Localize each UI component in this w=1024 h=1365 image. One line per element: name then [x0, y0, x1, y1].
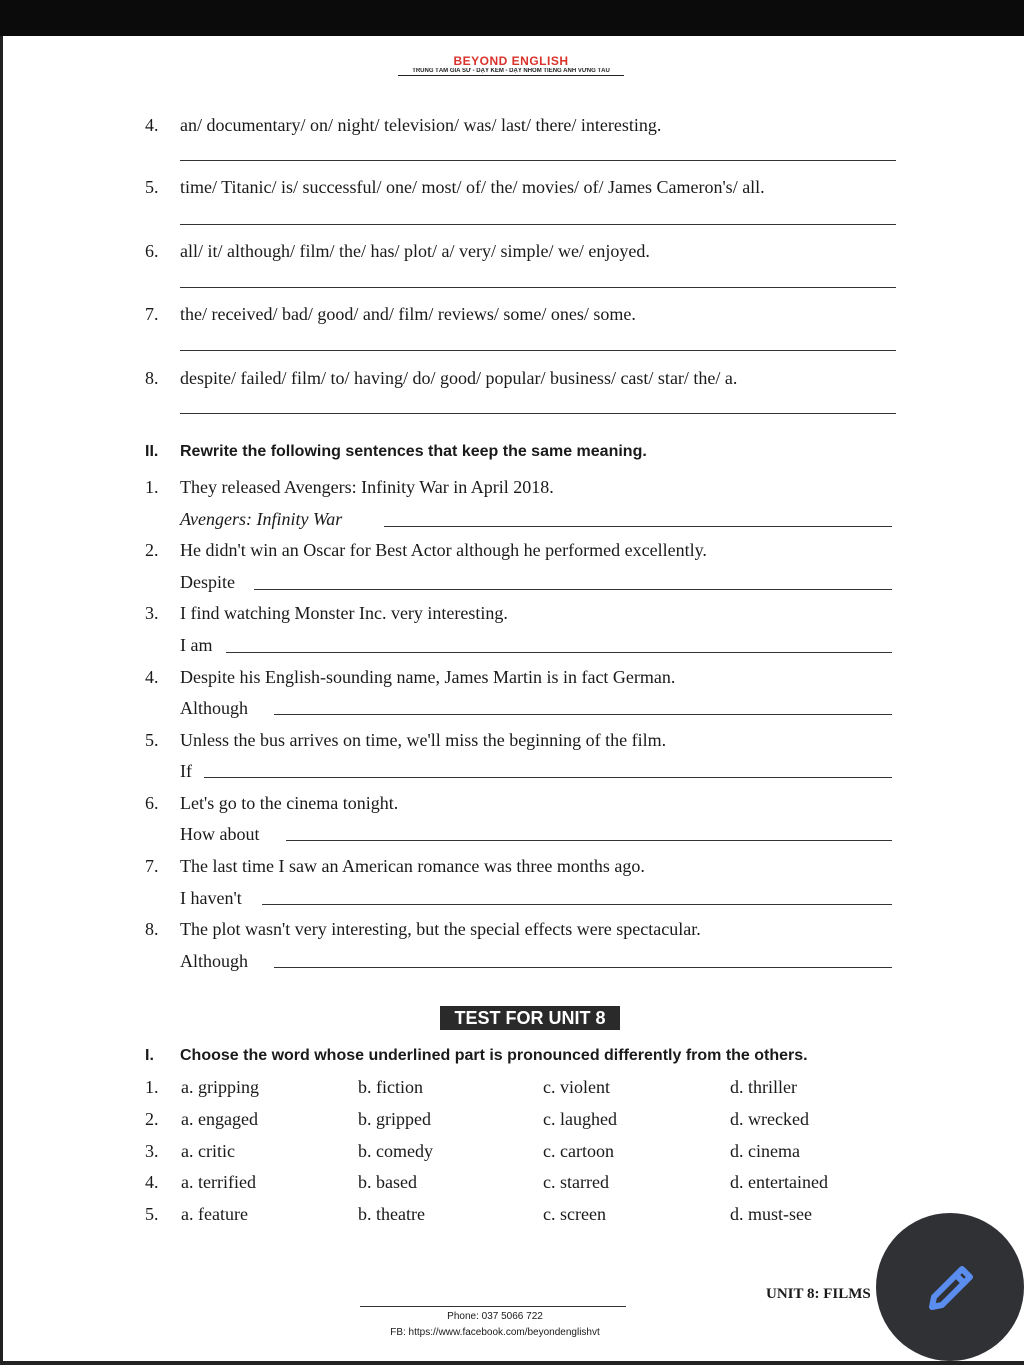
- item-number: 5.: [145, 177, 159, 197]
- item-number: 4.: [145, 115, 159, 135]
- answer-line: [286, 840, 892, 841]
- answer-line: [254, 589, 892, 590]
- item-number: 6.: [145, 241, 159, 261]
- edit-fab-button[interactable]: [876, 1213, 1024, 1361]
- option-c: c. starred: [543, 1172, 609, 1192]
- answer-line: [180, 224, 896, 225]
- option-a: a. terrified: [181, 1172, 256, 1192]
- item-text: Unless the bus arrives on time, we'll miss the beginning of the film.: [180, 730, 667, 750]
- footer-divider: [360, 1306, 626, 1307]
- brand-subtitle: TRUNG TÂM GIA SƯ - DẠY KÈM - DẠY NHÓM TIẾNG ANH VỮNG TÀU: [398, 68, 624, 76]
- answer-line: [180, 413, 896, 414]
- answer-line: [274, 714, 892, 715]
- question-number: 4.: [145, 1172, 159, 1192]
- brand-title: BEYOND ENGLISH: [453, 54, 569, 68]
- item-number: 8.: [145, 368, 159, 388]
- option-a: a. feature: [181, 1204, 248, 1224]
- question-number: 3.: [145, 1141, 159, 1161]
- section-title: Rewrite the following sentences that keep the same meaning.: [180, 443, 647, 460]
- item-text: the/ received/ bad/ good/ and/ film/ reviews/ some/ ones/ some.: [180, 304, 636, 324]
- option-d: d. cinema: [730, 1141, 800, 1161]
- unit-label: UNIT 8: FILMS: [766, 1286, 871, 1302]
- item-number: 7.: [145, 304, 159, 324]
- item-number: 7.: [145, 856, 159, 876]
- answer-line: [262, 904, 892, 905]
- answer-line: [180, 160, 896, 161]
- pencil-icon: [920, 1259, 980, 1319]
- option-a: a. critic: [181, 1141, 235, 1161]
- answer-line: [180, 350, 896, 351]
- item-number: 6.: [145, 793, 159, 813]
- answer-line: [226, 652, 892, 653]
- item-text: The plot wasn't very interesting, but the special effects were spectacular.: [180, 919, 701, 939]
- item-text: Let's go to the cinema tonight.: [180, 793, 399, 813]
- left-edge: [0, 36, 3, 1365]
- question-number: 2.: [145, 1109, 159, 1129]
- option-b: b. gripped: [358, 1109, 431, 1129]
- option-a: a. engaged: [181, 1109, 258, 1129]
- option-c: c. laughed: [543, 1109, 617, 1129]
- option-c: c. violent: [543, 1077, 610, 1097]
- option-b: b. comedy: [358, 1141, 433, 1161]
- answer-start: If: [180, 761, 192, 781]
- option-b: b. theatre: [358, 1204, 425, 1224]
- answer-start: Although: [180, 698, 249, 718]
- item-text: Despite his English-sounding name, James Martin is in fact German.: [180, 667, 676, 687]
- section-number: I.: [145, 1047, 154, 1064]
- option-a: a. gripping: [181, 1077, 259, 1097]
- item-text: He didn't win an Oscar for Best Actor although he performed excellently.: [180, 540, 707, 560]
- answer-line: [204, 777, 892, 778]
- answer-line: [384, 526, 892, 527]
- item-number: 2.: [145, 540, 159, 560]
- answer-start: Although: [180, 951, 249, 971]
- item-text: an/ documentary/ on/ night/ television/ was/ last/ there/ interesting.: [180, 115, 662, 135]
- answer-start: I am: [180, 635, 213, 655]
- option-d: d. must-see: [730, 1204, 812, 1224]
- item-text: The last time I saw an American romance was three months ago.: [180, 856, 645, 876]
- option-b: b. based: [358, 1172, 417, 1192]
- item-number: 4.: [145, 667, 159, 687]
- item-text: I find watching Monster Inc. very interesting.: [180, 603, 508, 623]
- option-c: c. cartoon: [543, 1141, 614, 1161]
- option-d: d. thriller: [730, 1077, 797, 1097]
- answer-line: [180, 287, 896, 288]
- question-number: 1.: [145, 1077, 159, 1097]
- footer-facebook: FB: https://www.facebook.com/beyondenglishvt: [390, 1327, 600, 1338]
- question-number: 5.: [145, 1204, 159, 1224]
- answer-line: [274, 967, 892, 968]
- footer-phone: Phone: 037 5066 722: [447, 1311, 543, 1322]
- test-title: TEST FOR UNIT 8: [440, 1006, 620, 1030]
- answer-start: Avengers: Infinity War: [180, 509, 343, 529]
- answer-start: How about: [180, 824, 260, 844]
- answer-start: Despite: [180, 572, 235, 592]
- item-text: They released Avengers: Infinity War in April 2018.: [180, 477, 554, 497]
- option-d: d. entertained: [730, 1172, 828, 1192]
- section-title: Choose the word whose underlined part is pronounced differently from the others.: [180, 1047, 808, 1064]
- option-b: b. fiction: [358, 1077, 423, 1097]
- item-number: 8.: [145, 919, 159, 939]
- option-d: d. wrecked: [730, 1109, 809, 1129]
- item-number: 1.: [145, 477, 159, 497]
- item-number: 3.: [145, 603, 159, 623]
- option-c: c. screen: [543, 1204, 606, 1224]
- bottom-edge: [0, 1361, 1024, 1365]
- item-number: 5.: [145, 730, 159, 750]
- item-text: time/ Titanic/ is/ successful/ one/ most/ of/ the/ movies/ of/ James Cameron's/ all.: [180, 177, 765, 197]
- page-header: [398, 54, 624, 76]
- top-black-bar: [0, 0, 1024, 36]
- answer-start: I haven't: [180, 888, 242, 908]
- item-text: despite/ failed/ film/ to/ having/ do/ good/ popular/ business/ cast/ star/ the/ a.: [180, 368, 738, 388]
- section-number: II.: [145, 443, 159, 460]
- item-text: all/ it/ although/ film/ the/ has/ plot/ a/ very/ simple/ we/ enjoyed.: [180, 241, 650, 261]
